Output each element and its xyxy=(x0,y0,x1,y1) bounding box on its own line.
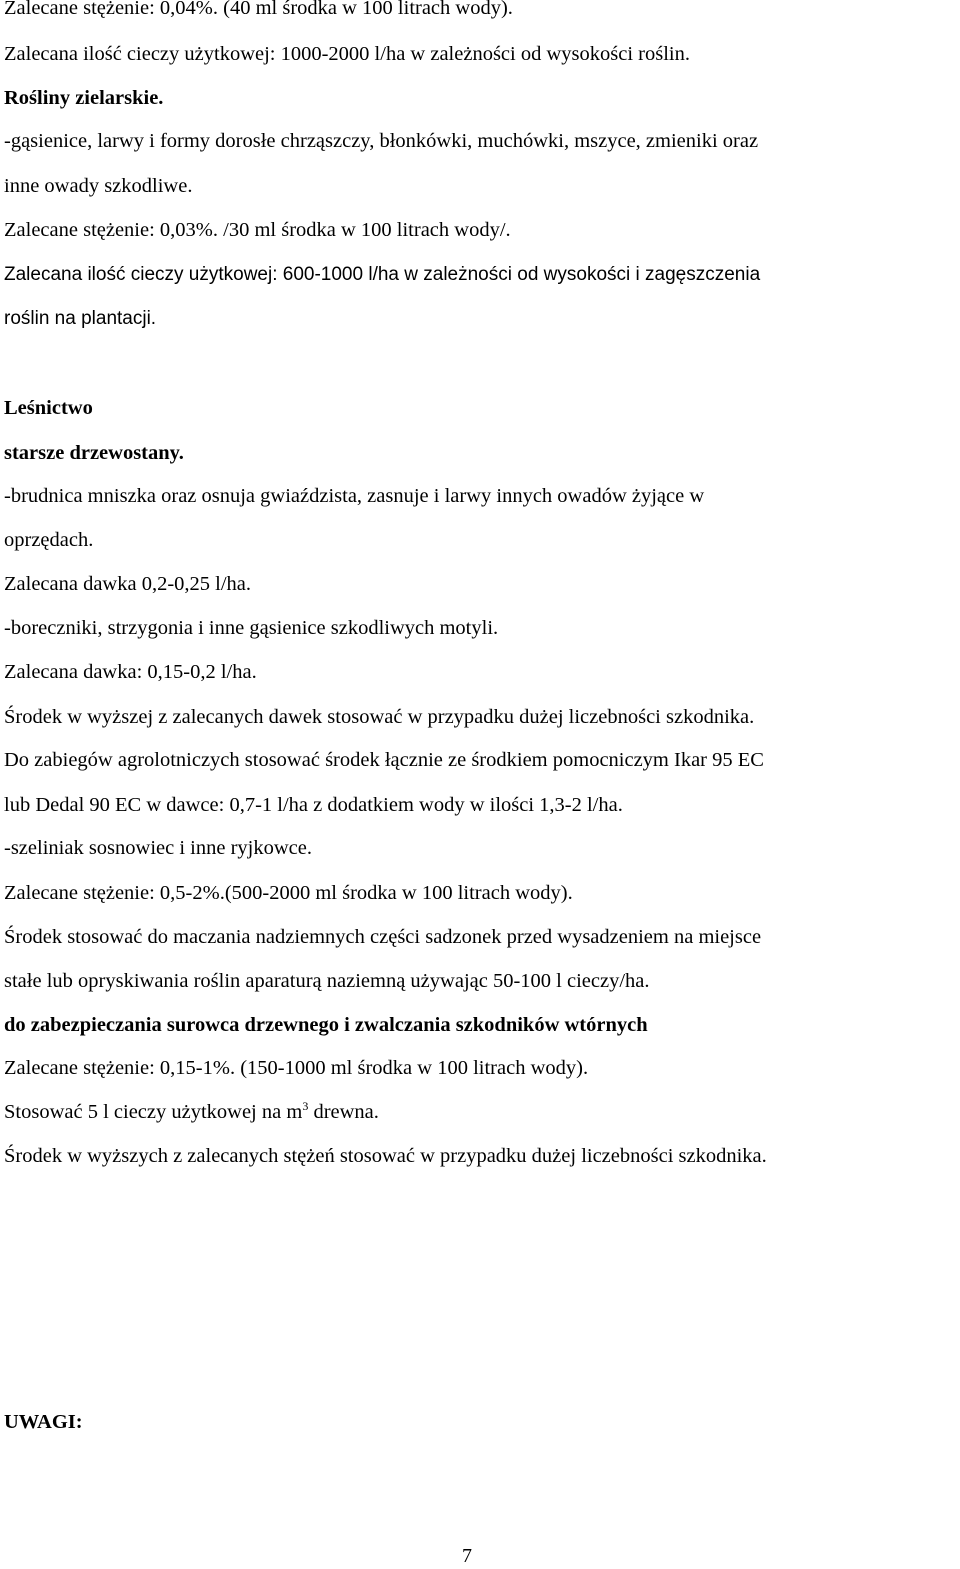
text-line: Zalecane stężenie: 0,04%. (40 ml środka w 100 litrach wody). xyxy=(4,0,513,19)
text-line: Zalecana ilość cieczy użytkowej: 1000-2000 l/ha w zależności od wysokości roślin. xyxy=(4,43,690,65)
text-line: Zalecane stężenie: 0,5-2%.(500-2000 ml środka w 100 litrach wody). xyxy=(4,882,573,904)
text-line xyxy=(4,1099,379,1125)
subsection-heading: starsze drzewostany. xyxy=(4,442,184,464)
remarks-heading: UWAGI: xyxy=(4,1411,83,1433)
text-line: Środek w wyższych z zalecanych stężeń stosować w przypadku dużej liczebności szkodnika. xyxy=(4,1145,767,1167)
text-line: Zalecana dawka: 0,15-0,2 l/ha. xyxy=(4,661,257,683)
text-line: Zalecane stężenie: 0,15-1%. (150-1000 ml środka w 100 litrach wody). xyxy=(4,1057,589,1079)
text-line: -brudnica mniszka oraz osnuja gwiaździsta, zasnuje i larwy innych owadów żyjące w xyxy=(4,485,705,507)
text-line: inne owady szkodliwe. xyxy=(4,175,193,197)
section-heading: Leśnictwo xyxy=(4,397,93,419)
superscript: 3 xyxy=(302,1099,309,1113)
text-line: -szeliniak sosnowiec i inne ryjkowce. xyxy=(4,837,312,859)
page-number: 7 xyxy=(462,1545,472,1567)
text-line: Zalecana ilość cieczy użytkowej: 600-1000 l/ha w zależności od wysokości i zagęszczenia xyxy=(4,264,761,285)
text-line: -gąsienice, larwy i formy dorosłe chrząszczy, błonkówki, muchówki, mszyce, zmieniki oraz xyxy=(4,130,759,152)
text-line: Zalecane stężenie: 0,03%. /30 ml środka w 100 litrach wody/. xyxy=(4,219,511,241)
text-line: Zalecana dawka 0,2-0,25 l/ha. xyxy=(4,573,252,595)
text-line: Do zabiegów agrolotniczych stosować środek łącznie ze środkiem pomocniczym Ikar 95 EC xyxy=(4,749,764,771)
text-line: stałe lub opryskiwania roślin aparaturą naziemną używając 50-100 l cieczy/ha. xyxy=(4,970,650,992)
text-line: oprzędach. xyxy=(4,529,94,551)
text-line: Środek w wyższej z zalecanych dawek stosować w przypadku dużej liczebności szkodnika. xyxy=(4,706,755,728)
text-segment: drewna. xyxy=(308,1101,379,1123)
text-line: -boreczniki, strzygonia i inne gąsienice szkodliwych motyli. xyxy=(4,617,499,639)
text-line: Środek stosować do maczania nadziemnych części sadzonek przed wysadzeniem na miejsce xyxy=(4,926,762,948)
text-line: lub Dedal 90 EC w dawce: 0,7-1 l/ha z dodatkiem wody w ilości 1,3-2 l/ha. xyxy=(4,794,623,816)
section-heading: Rośliny zielarskie. xyxy=(4,87,164,109)
text-segment: Stosować 5 l cieczy użytkowej na m xyxy=(4,1101,303,1123)
subsection-heading: do zabezpieczania surowca drzewnego i zwalczania szkodników wtórnych xyxy=(4,1014,648,1036)
text-line: roślin na plantacji. xyxy=(4,308,157,329)
